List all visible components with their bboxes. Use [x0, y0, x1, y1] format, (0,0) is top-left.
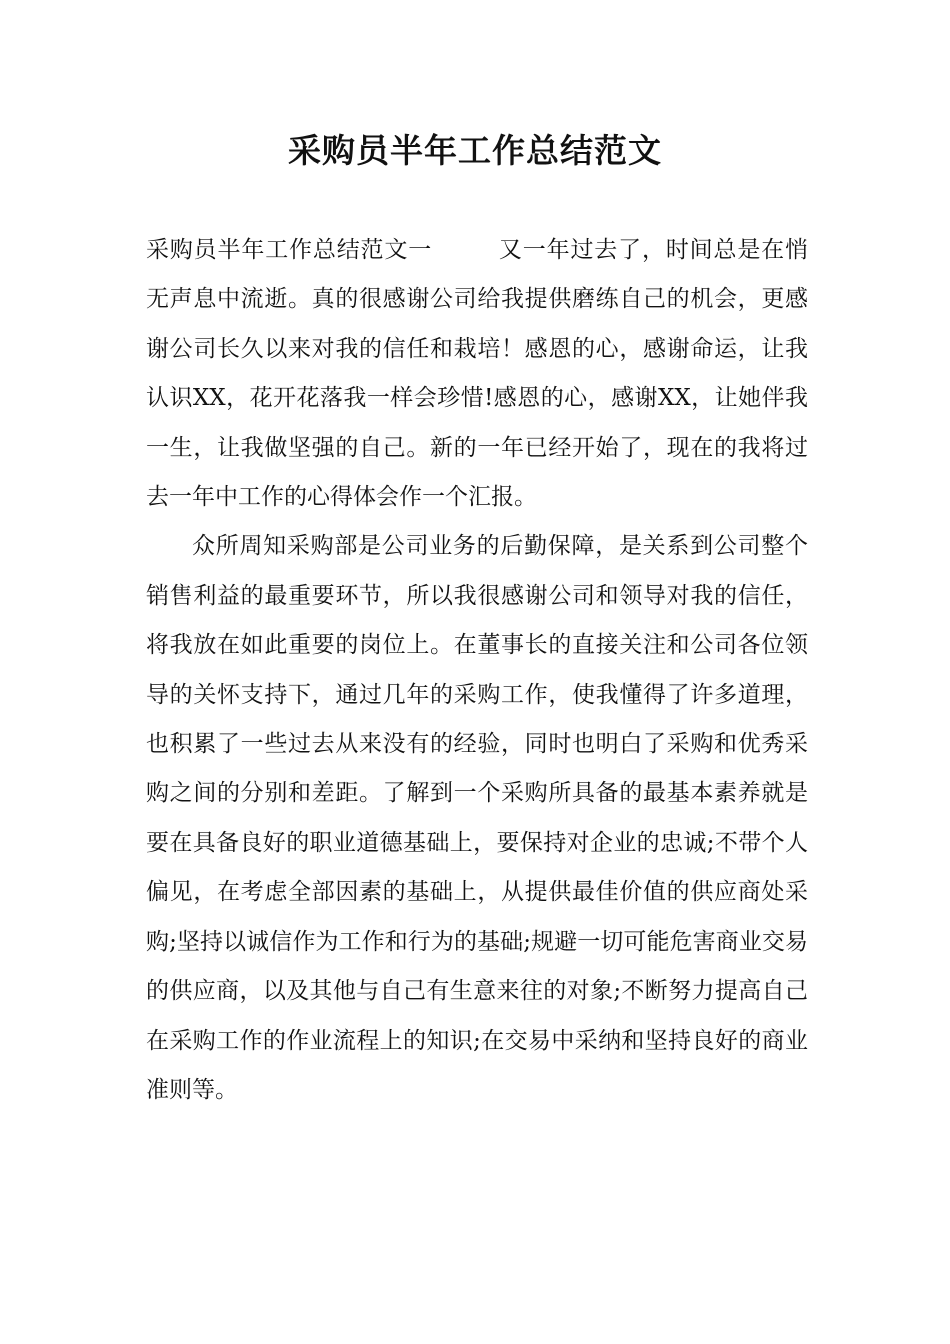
paragraph-1-text: 又一年过去了，时间总是在悄无声息中流逝。真的很感谢公司给我提供磨练自己的机会，更感谢公司长久以来对我的信任和栽培！感恩的心，感谢命运，让我认识XX，花开花落我一样会珍惜!感恩的心，感谢XX，让她伴我一生，让我做坚强的自己。新的一年已经开始了，现在的我将过去一年中工作的心得体会作一个汇报。 [146, 237, 809, 511]
document-title: 采购员半年工作总结范文 [288, 131, 662, 170]
paragraph-1 [146, 226, 808, 522]
document-body [146, 226, 808, 1115]
paragraph-1-lead: 采购员半年工作总结范文一 [146, 237, 433, 263]
paragraph-2: 众所周知采购部是公司业务的后勤保障，是关系到公司整个销售利益的最重要环节，所以我很感谢公司和领导对我的信任，将我放在如此重要的岗位上。在董事长的直接关注和公司各位领导的关怀支持下，通过几年的采购工作，使我懂得了许多道理，也积累了一些过去从来没有的经验，同时也明白了采购和优秀采购之间的分别和差距。了解到一个采购所具备的最基本素养就是要在具备良好的职业道德基础上，要保持对企业的忠诚;不带个人偏见，在考虑全部因素的基础上，从提供最佳价值的供应商处采购;坚持以诚信作为工作和行为的基础;规避一切可能危害商业交易的供应商，以及其他与自己有生意来往的对象;不断努力提高自己在采购工作的作业流程上的知识;在交易中采纳和坚持良好的商业准则等。 [146, 533, 808, 1103]
